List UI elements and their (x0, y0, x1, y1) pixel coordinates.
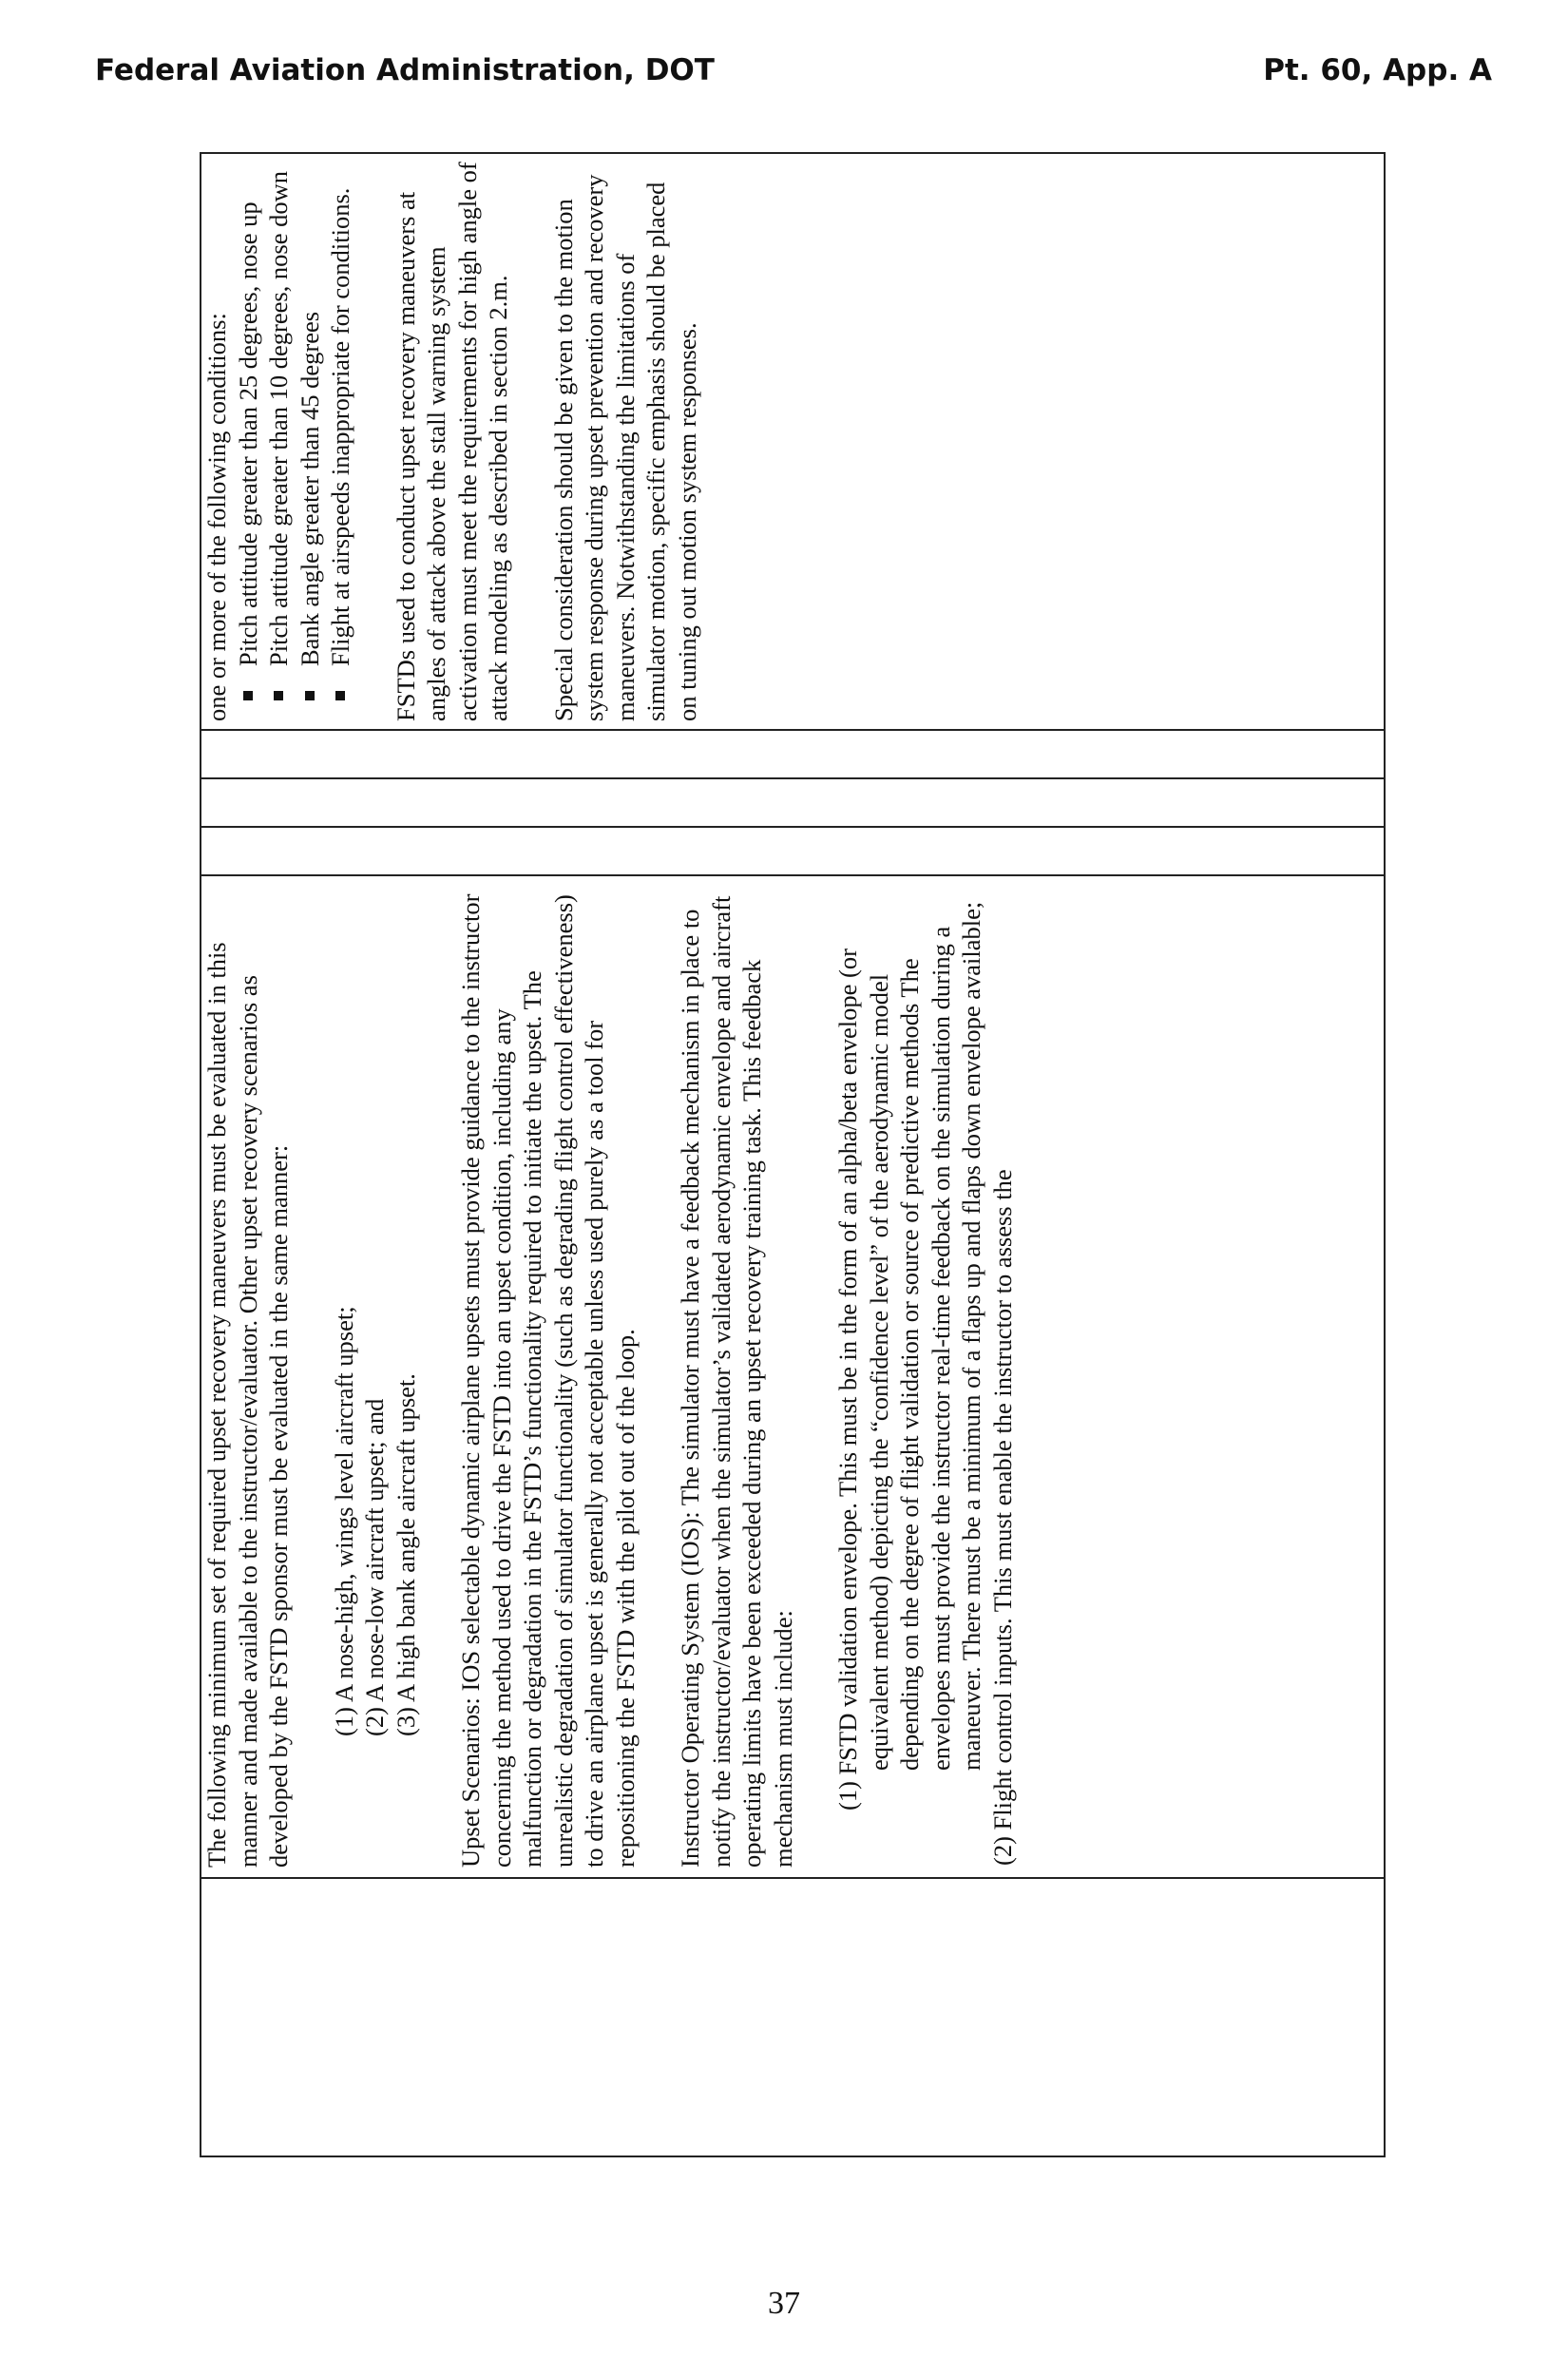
table-column-empty-2 (201, 826, 1384, 874)
rotated-table-content (201, 154, 1384, 2156)
requirements-table (200, 152, 1386, 2157)
bullet-icon (335, 691, 345, 700)
upset-maneuver-list (329, 886, 422, 1868)
motion-system-note: Special consideration should be given to the motion system response during upset prevention and recovery maneuvers. Notwithstanding the limitations of simulator motion, specific emphasis should be placed on tuning out motion system responses. (548, 174, 701, 721)
table-column-requirements (201, 874, 1384, 1877)
list-item: (1) A nose-high, wings level aircraft upset; (329, 1306, 358, 1736)
list-item: Bank angle greater than 45 degrees (295, 162, 326, 721)
list-item: (2) A nose-low aircraft upset; and (360, 1398, 389, 1736)
list-item: (3) A high bank angle aircraft upset. (391, 1373, 420, 1736)
ios-feedback-list (832, 886, 1018, 1868)
table-column-empty-1 (201, 1877, 1384, 2156)
table-column-empty-3 (201, 777, 1384, 826)
header-agency: Federal Aviation Administration, DOT (95, 53, 715, 87)
upset-maneuvers-intro: The following minimum set of required upset recovery maneuvers must be evaluated in this manner and made available to the instructor/evaluator. Other upset recovery scenarios as developed by the FSTD sponsor must be evaluated in the same manner: (202, 942, 293, 1868)
bullet-icon (305, 691, 315, 700)
bullet-icon (243, 691, 253, 700)
upset-scenarios-paragraph: Upset Scenarios: IOS selectable dynamic airplane upsets must provide guidance to the instructor concerning the method used to drive the FSTD into an upset condition, including any malfunction or degradation in the FSTD’s functionality required to initiate the upset. The unrealistic degradation of simulator functionality (such as degrading flight control effectiveness) to drive an airplane upset is generally not acceptable unless used purely as a tool for repositioning the FSTD with the pilot out of the loop. (456, 893, 640, 1868)
ios-paragraph: Instructor Operating System (IOS): The simulator must have a feedback mechanism in place to notify the instructor/evaluator when the simulator’s validated aerodynamic envelope and aircraft operating limits have been exceeded during an upset recovery training task. This feedback mechanism must include: (676, 895, 797, 1868)
page-number: 37 (768, 2286, 800, 2321)
header-part: Pt. 60, App. A (1263, 53, 1492, 87)
list-item: Pitch attitude greater than 25 degrees, nose up (233, 162, 264, 721)
fstd-aoa-note: FSTDs used to conduct upset recovery maneuvers at angles of attack above the stall warning system activation must meet the requirements for high angle of attack modeling as described in section 2.m. (391, 162, 512, 721)
list-item: (2) Flight control inputs. This must enable the instructor to assess the (987, 1169, 1017, 1866)
conditions-intro: one or more of the following conditions: (202, 313, 231, 721)
list-item: Flight at airspeeds inappropriate for conditions. (325, 162, 356, 721)
table-column-notes (201, 154, 1384, 729)
bullet-icon (274, 691, 283, 700)
table-column-empty-4 (201, 729, 1384, 777)
conditions-list (233, 162, 356, 721)
running-header (95, 53, 1492, 101)
list-item: (1) FSTD validation envelope. This must be in the form of an alpha/beta envelope (or equivalent method) depicting the “confidence level” of the aerodynamic model depending on the degree of flight validation or source of predictive methods The envelopes must provide the instructor real-time feedback on the simulation during a maneuver. There must be a minimum of a flaps up and flaps down envelope available; (833, 901, 985, 1811)
list-item: Pitch attitude greater than 10 degrees, nose down (263, 162, 295, 721)
